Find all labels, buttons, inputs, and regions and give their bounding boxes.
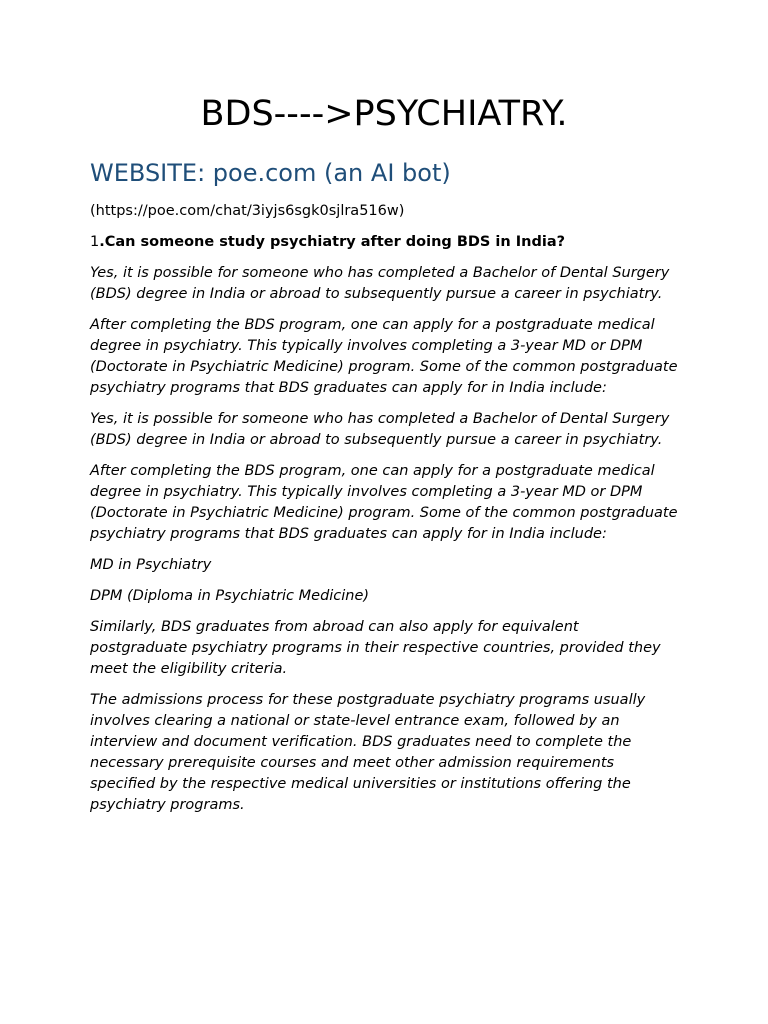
document-title: BDS---->PSYCHIATRY. (200, 94, 568, 134)
list-item-paragraph: MD in Psychiatry (90, 557, 212, 573)
paragraph: Similarly, BDS graduates from abroad can also apply for equivalent postgraduate psychiatry programs in their respective countries, provided they meet the eligibility criteria. (90, 619, 661, 677)
paragraph: Yes, it is possible for someone who has completed a Bachelor of Dental Surgery (BDS) degree in India or abroad to subsequently pursue a career in psychiatry. (90, 411, 670, 448)
list-item-paragraph: DPM (Diploma in Psychiatric Medicine) (90, 588, 370, 604)
website-heading: WEBSITE: poe.com (an AI bot) (90, 159, 451, 187)
question-number: 1 (90, 234, 100, 250)
paragraph: After completing the BDS program, one can apply for a postgraduate medical degree in psychiatry. This typically involves completing a 3-year MD or DPM (Doctorate in Psychiatric Medicine) program. Some of the common postgraduate psychiatry programs that BDS graduates can apply for in India include: (90, 463, 678, 542)
paragraph: After completing the BDS program, one can apply for a postgraduate medical degree in psychiatry. This typically involves completing a 3-year MD or DPM (Doctorate in Psychiatric Medicine) program. Some of the common postgraduate psychiatry programs that BDS graduates can apply for in India include: (90, 317, 678, 396)
document-body (90, 156, 680, 826)
paragraph: Yes, it is possible for someone who has completed a Bachelor of Dental Surgery (BDS) degree in India or abroad to subsequently pursue a career in psychiatry. (90, 265, 670, 302)
paragraph: The admissions process for these postgraduate psychiatry programs usually involves clearing a national or state-level entrance exam, followed by an interview and document verification. BDS graduates need to complete the necessary prerequisite courses and meet other admission requirements specified by the respective medical universities or institutions offering the psychiatry programs. (90, 692, 646, 813)
question-text: .Can someone study psychiatry after doing BDS in India? (99, 234, 566, 250)
question-heading (90, 232, 680, 252)
source-url: (https://poe.com/chat/3iyjs6sgk0sjlra516w) (90, 203, 405, 219)
